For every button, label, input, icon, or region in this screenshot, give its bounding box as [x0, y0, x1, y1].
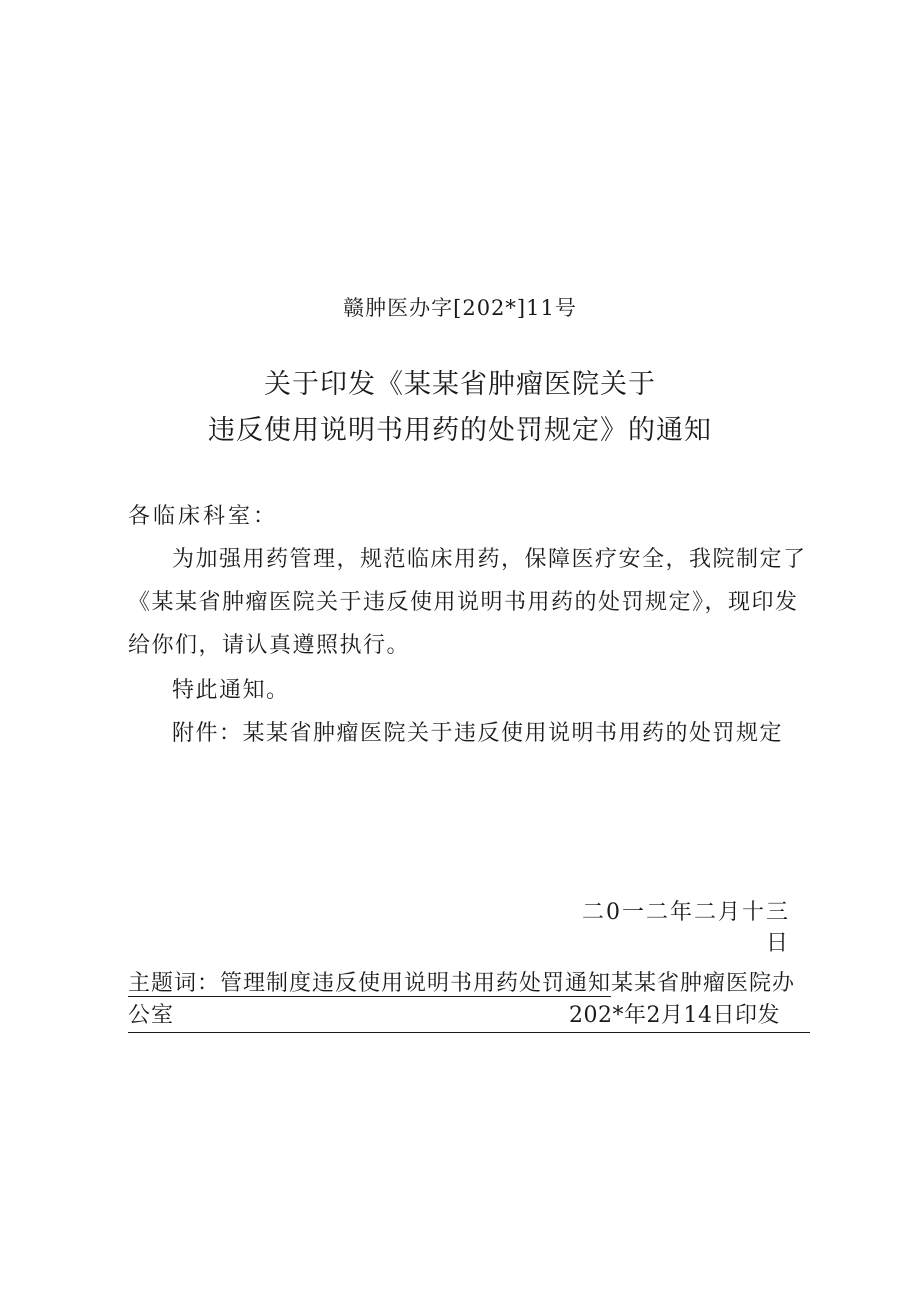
footer-line-1 [128, 968, 810, 1000]
attachment-line: 附件：某某省肿瘤医院关于违反使用说明书用药的处罚规定 [172, 721, 784, 746]
document-title-line-2: 违反使用说明书用药的处罚规定》的通知 [208, 415, 712, 446]
issuing-office-head: 某某省肿瘤医院办 [611, 971, 796, 996]
issuing-office-tail: 公室 [128, 1003, 175, 1028]
document-title-line-1: 关于印发《某某省肿瘤医院关于 [264, 369, 656, 400]
issue-date: 二0一二年二月十三日 [582, 900, 790, 956]
recipient-line: 各临床科室： [128, 504, 279, 529]
body-paragraph: 为加强用药管理，规范临床用药，保障医疗安全，我院制定了《某某省肿瘤医院关于违反使用说明书用药的处罚规定》，现印发给你们，请认真遵照执行。 [128, 547, 807, 658]
document-footer [128, 968, 810, 1033]
footer-line-2 [128, 1000, 810, 1033]
print-date: 202*年2月14日印发 [569, 1003, 780, 1028]
notice-paragraph: 特此通知。 [172, 678, 290, 703]
document-number: 赣肿医办字[202*]11号 [343, 296, 577, 320]
subject-keywords: 主题词：管理制度违反使用说明书用药处罚通知 [128, 971, 612, 996]
